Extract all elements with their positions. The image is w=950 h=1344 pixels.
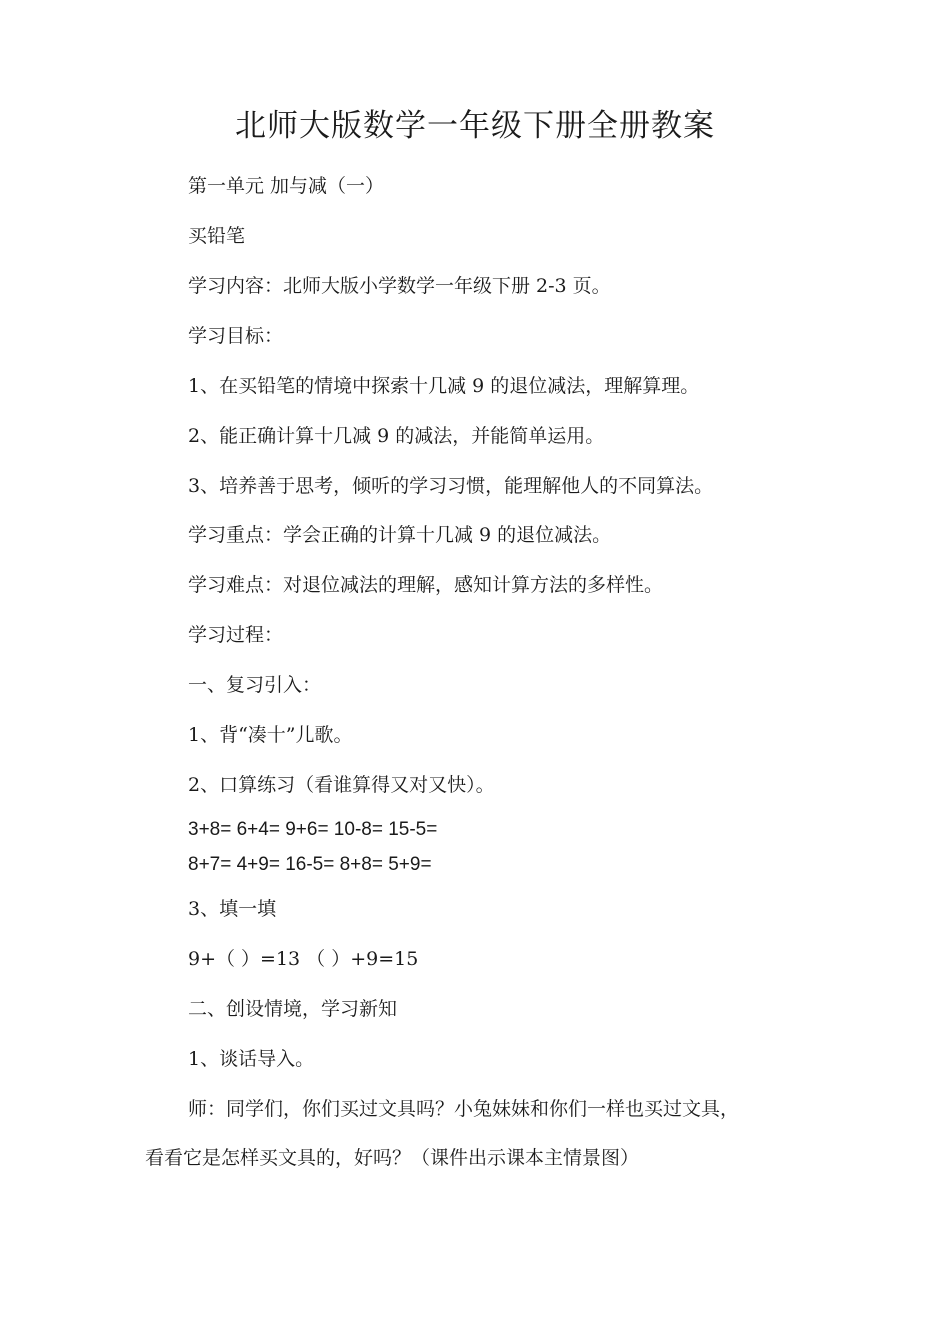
lesson-title: 买铅笔 [188, 225, 246, 247]
fill-in-exercise: 9+（ ）=13 （ ）+9=15 [188, 948, 419, 970]
goal-item-1: 1、在买铅笔的情境中探索十几减 9 的退位减法，理解算理。 [188, 375, 700, 397]
review-item-3: 3、填一填 [188, 898, 277, 920]
learning-content: 学习内容：北师大版小学数学一年级下册 2-3 页。 [188, 275, 611, 297]
teacher-dialogue-line-1: 师：同学们，你们买过文具吗？小兔妹妹和你们一样也买过文具， [188, 1098, 740, 1120]
teacher-dialogue-line-2: 看看它是怎样买文具的，好吗？（课件出示课本主情景图） [145, 1147, 640, 1169]
goal-item-2: 2、能正确计算十几减 9 的减法，并能简单运用。 [188, 425, 605, 447]
learning-goals-heading: 学习目标： [188, 325, 284, 347]
section-heading-new-knowledge: 二、创设情境，学习新知 [188, 998, 398, 1020]
arithmetic-row-1: 3+8= 6+4= 9+6= 10-8= 15-5= [188, 819, 438, 840]
learning-process-heading: 学习过程： [188, 624, 284, 646]
document-title: 北师大版数学一年级下册全册教案 [235, 108, 715, 144]
unit-heading: 第一单元 加与减（一） [188, 175, 385, 197]
learning-focus: 学习重点：学会正确的计算十几减 9 的退位减法。 [188, 524, 612, 546]
goal-item-3: 3、培养善于思考，倾听的学习习惯，能理解他人的不同算法。 [188, 475, 714, 497]
arithmetic-row-2: 8+7= 4+9= 16-5= 8+8= 5+9= [188, 854, 432, 875]
learning-difficulty: 学习难点：对退位减法的理解，感知计算方法的多样性。 [188, 574, 664, 596]
review-item-2: 2、口算练习（看谁算得又对又快）。 [188, 774, 495, 796]
new-knowledge-item-1: 1、谈话导入。 [188, 1048, 315, 1070]
section-heading-review: 一、复习引入： [188, 674, 322, 696]
review-item-1: 1、背“凑十”儿歌。 [188, 724, 353, 746]
